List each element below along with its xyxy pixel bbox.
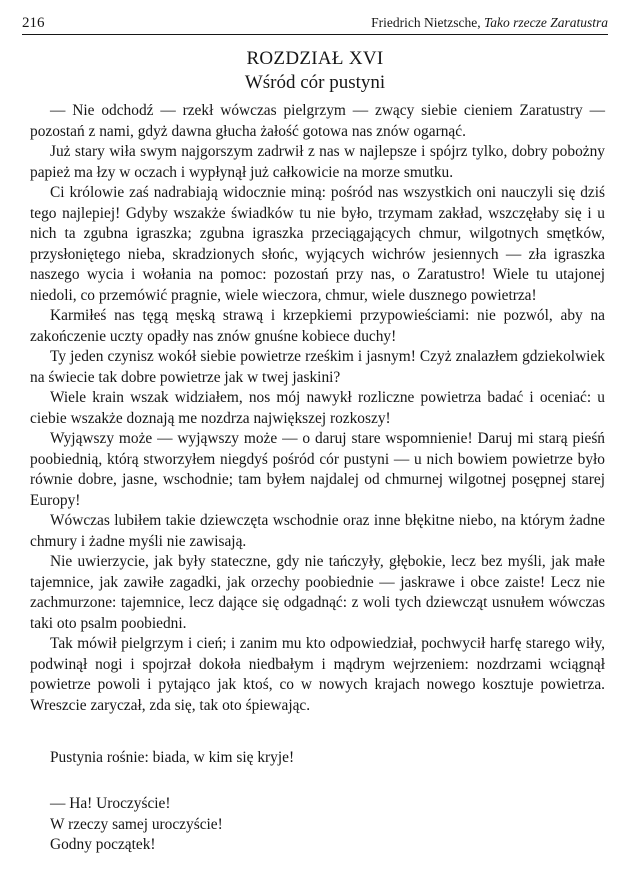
verse-refrain <box>50 748 610 769</box>
page-number: 216 <box>22 15 45 31</box>
chapter-number: ROZDZIAŁ XVI <box>246 48 384 69</box>
verse-line: — Ha! Uroczyście! <box>50 795 171 812</box>
paragraph: Ci królowie zaś nadrabiają widocznie miną: pośród nas wszystkich oni nauczyli się dziś tego najlepiej! Gdyby wszakże świadków tu nie było, trzymam zakład, wszczęłaby się i u nich ta zgubna igraszka; zgubna igraszka przeciągających chmur, wilgotnych smętków, przysłoniętego nieba, skradzionych słońc, wyjących wichrów jesiennych — zła igraszka naszego wycia i wołania na pomoc: pozostań przy nas, o Zaratustro! Wiele tu utajonej niedoli, co przemówić pragnie, wiele wieczora, chmur, wiele dusznego powietrza! <box>30 184 605 304</box>
paragraph: Ty jeden czynisz wokół siebie powietrze rześkim i jasnym! Czyż znalazłem gdziekolwiek na świecie tak dobre powietrze jak w twej jaskini? <box>30 348 605 386</box>
paragraph: Wówczas lubiłem takie dziewczęta wschodnie oraz inne błękitne niebo, na którym żadne chmury i żadne myśli nie zawisają. <box>30 512 605 550</box>
work-title: Tako rzecze Zaratustra <box>483 15 608 30</box>
book-title <box>371 14 608 32</box>
body-text <box>30 101 605 716</box>
verse-line: W rzeczy samej uroczyście! <box>50 815 223 833</box>
paragraph: Wiele krain wszak widziałem, nos mój nawykł rozliczne powietrza badać i oceniać: u ciebie wszakże doznają me nozdrza największej rozkoszy! <box>30 389 605 427</box>
paragraph: Karmiłeś nas tęgą męską strawą i krzepkiemi przypowieściami: nie pozwól, aby na zakończenie uczty opadły nas znów gnuśne kobiece duchy! <box>30 307 605 345</box>
paragraph: Tak mówił pielgrzym i cień; i zanim mu kto odpowiedział, pochwycił harfę starego wiły, podwinął nogi i spojrzał dokoła niedbałym i mądrym wejrzeniem: nozdrzami wciągnął powietrze powoli i pytająco jak ktoś, co w nowych krajach nowego kosztuje powietrza. Wreszcie zaryczał, zda się, tak oto śpiewając. <box>30 635 605 714</box>
paragraph: Już stary wiła swym najgorszym zadrwił z nas w najlepsze i spójrz tylko, dobry pobożny papież ma łzy w oczach i wypłynął już całkowicie na morze smutku. <box>30 143 605 181</box>
paragraph: Wyjąwszy może — wyjąwszy może — o daruj stare wspomnienie! Daruj mi starą pieśń poobiednią, którą stworzyłem niegdyś pośród cór pustyni — u nich bowiem powietrze było równie dobre, jasne, wschodnie; tam byłem najdalej od chmurnej wilgotnej posępnej starej Europy! <box>30 430 605 509</box>
verse-line: Godny początek! <box>50 836 156 853</box>
author-name: Friedrich Nietzsche, <box>371 15 481 30</box>
paragraph: Nie uwierzycie, jak były stateczne, gdy nie tańczyły, głębokie, lecz bez myśli, jak małe tajemnice, jak zawiłe zagadki, jak orzechy poobiednie — jaskrawe i obce zaiste! Lecz nie zachmurzone: tajemnice, lecz dające się odgadnąć: z woli tych dziewcząt usnułem wówczas taki oto psalm poobiedni. <box>30 553 605 632</box>
verse-line: Pustynia rośnie: biada, w kim się kryje! <box>50 749 295 766</box>
running-header <box>22 14 608 35</box>
verse-stanza <box>50 794 610 856</box>
paragraph: — Nie odchodź — rzekł wówczas pielgrzym — zwący siebie cieniem Zaratustry — pozostań z nami, gdyż dawna głucha żałość gotowa nas znów ogarnąć. <box>30 102 605 140</box>
chapter-title: Wśród cór pustyni <box>244 72 386 93</box>
